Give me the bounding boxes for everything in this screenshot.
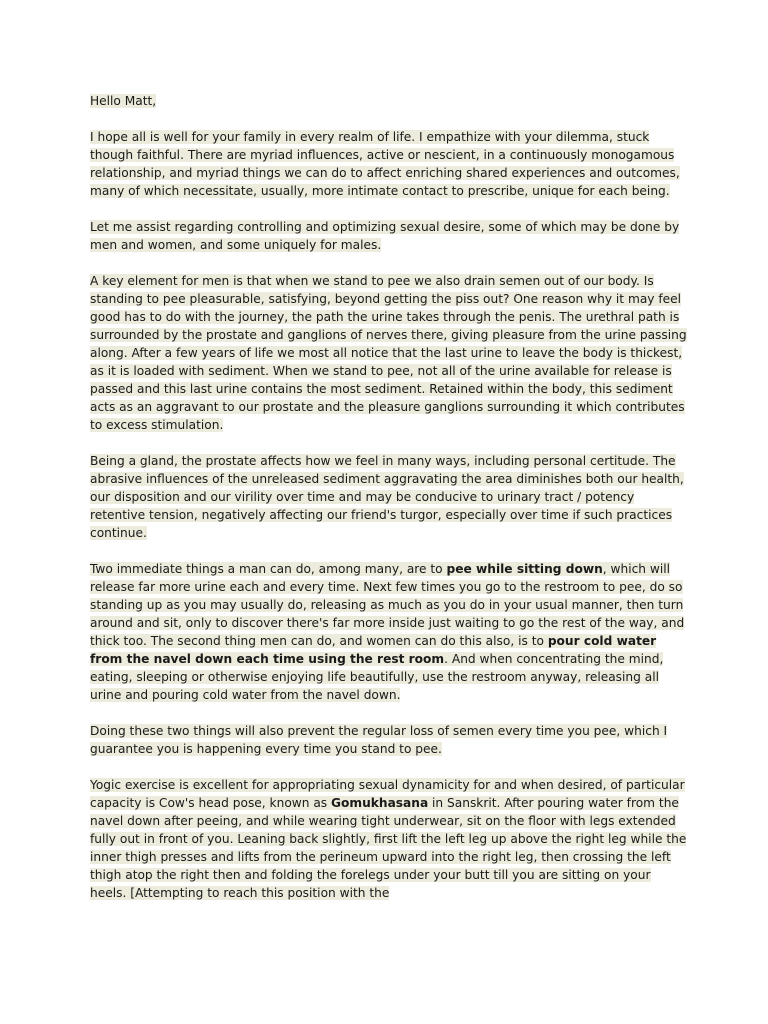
paragraph-7-text-c: in Sanskrit. After pouring water from the navel down after peeing, and while wearing tight underwear, sit on the floor with legs extended fully out in front of you. Leaning back slightly, first lift the left leg up above the right leg while the inner thigh presses and lifts from the perineum upward into the right leg, then crossing the left thigh atop the right then and folding the forelegs under your butt till you are sitting on your heels. [Attempting to reach this position with the xyxy=(90,796,687,900)
paragraph-5-emphasis-sitting: pee while sitting down xyxy=(446,562,603,576)
greeting-text: Hello Matt, xyxy=(90,94,157,108)
letter-body xyxy=(90,92,690,920)
paragraph-6-text: Doing these two things will also prevent the regular loss of semen every time you pee, which I guarantee you is happening every time you stand to pee. xyxy=(90,724,668,756)
paragraph-5-text-a: Two immediate things a man can do, among many, are to xyxy=(90,562,447,576)
paragraph-7-emphasis-gomukhasana: Gomukhasana xyxy=(331,796,429,810)
paragraph-7-text-a: Yogic exercise is excellent for appropriating sexual dynamicity for and when desired, of particular capacity is Cow's head pose, known as xyxy=(90,778,685,810)
paragraph-5-emphasis-cold-water: pour cold water from the navel down each time using the rest room xyxy=(90,634,657,666)
paragraph-7 xyxy=(90,776,690,902)
greeting xyxy=(90,92,690,110)
paragraph-5-text-e: . And when concentrating the mind, eating, sleeping or otherwise enjoying life beautifully, use the restroom anyway, releasing all urine and pouring cold water from the navel down. xyxy=(90,652,664,702)
paragraph-2-text: Let me assist regarding controlling and optimizing sexual desire, some of which may be done by men and women, and some uniquely for males. xyxy=(90,220,680,252)
paragraph-1-text: I hope all is well for your family in every realm of life. I empathize with your dilemma, stuck though faithful. There are myriad influences, active or nescient, in a continuously monogamous relationship, and myriad things we can do to affect enriching shared experiences and outcomes, many of which necessitate, usually, more intimate contact to prescribe, unique for each being. xyxy=(90,130,680,198)
paragraph-2 xyxy=(90,218,690,254)
paragraph-6 xyxy=(90,722,690,758)
paragraph-5-text-c: , which will release far more urine each and every time. Next few times you go to the restroom to pee, do so standing up as you may usually do, releasing as much as you do in your usual manner, then turn around and sit, only to discover there's far more inside just waiting to go the rest of the way, and thick too. The second thing men can do, and women can do this also, is to xyxy=(90,562,685,648)
paragraph-4 xyxy=(90,452,690,542)
paragraph-3 xyxy=(90,272,690,434)
paragraph-5 xyxy=(90,560,690,704)
paragraph-4-text: Being a gland, the prostate affects how we feel in many ways, including personal certitude. The abrasive influences of the unreleased sediment aggravating the area diminishes both our health, our disposition and our virility over time and may be conducive to urinary tract / potency retentive tension, negatively affecting our friend's turgor, especially over time if such practices continue. xyxy=(90,454,684,540)
paragraph-1 xyxy=(90,128,690,200)
paragraph-3-text: A key element for men is that when we stand to pee we also drain semen out of our body. Is standing to pee pleasurable, satisfying, beyond getting the piss out? One reason why it may feel good has to do with the journey, the path the urine takes through the penis. The urethral path is surrounded by the prostate and ganglions of nerves there, giving pleasure from the urine passing along. After a few years of life we most all notice that the last urine to leave the body is thickest, as it is loaded with sediment. When we stand to pee, not all of the urine available for release is passed and this last urine contains the most sediment. Retained within the body, this sediment acts as an aggravant to our prostate and the pleasure ganglions surrounding it which contributes to excess stimulation. xyxy=(90,274,687,432)
